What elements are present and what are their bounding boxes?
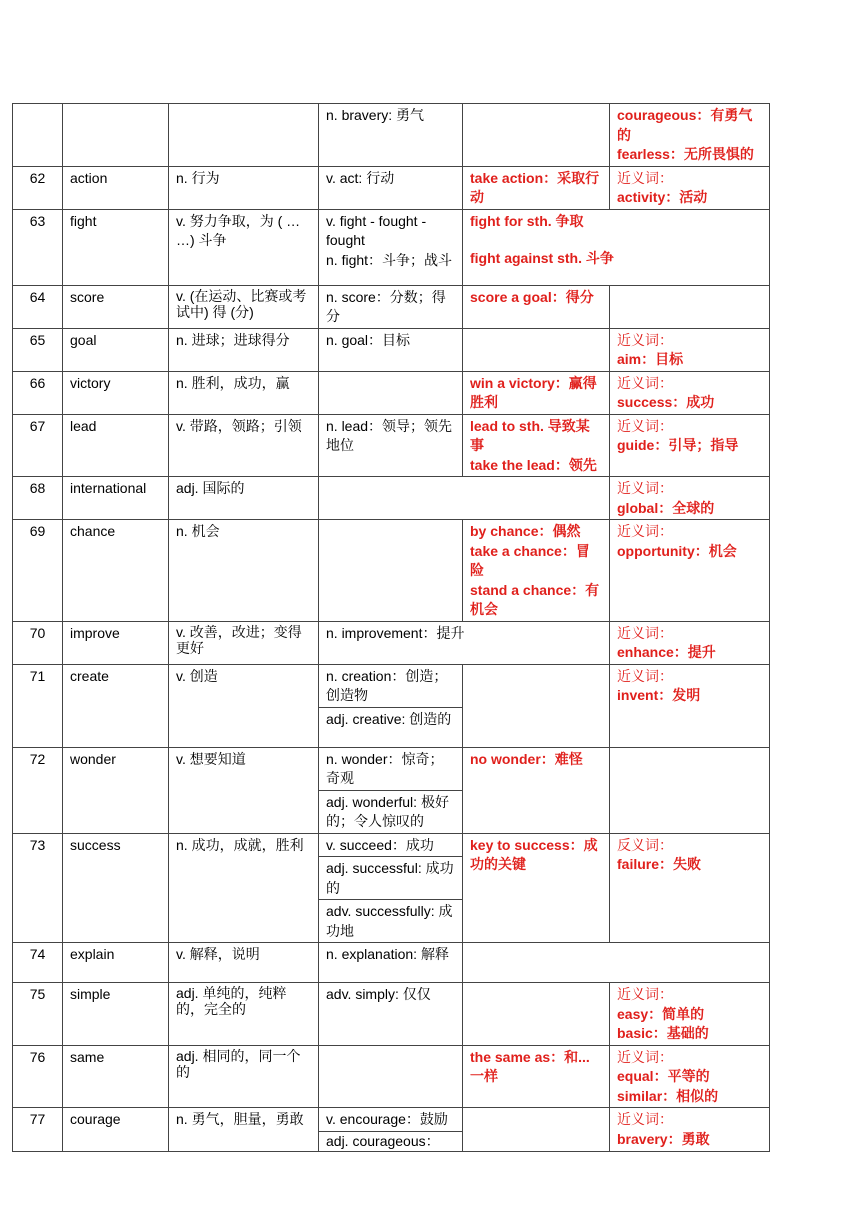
synonym: activity：活动 [617, 189, 708, 205]
word-cell: success [63, 833, 169, 943]
synonym-heading: 近义词： [617, 667, 673, 684]
derivative-cell [319, 371, 463, 414]
row-number: 71 [13, 664, 63, 747]
derivative-cell [319, 943, 463, 983]
synonym-heading: 近义词： [617, 417, 673, 434]
synonym: basic：基础的 [617, 1025, 709, 1041]
word-cell: fight [63, 209, 169, 285]
derivative: adj. courageous： [326, 1132, 440, 1149]
row-number: 62 [13, 166, 63, 209]
derivative: v. encourage：鼓励 [326, 1111, 448, 1127]
meaning-cell: n. 成功，成就，胜利 [169, 833, 319, 943]
derivative: n. score：分数；得分 [326, 288, 446, 324]
synonym-heading: 近义词： [617, 624, 673, 641]
row-number: 73 [13, 833, 63, 943]
table-row [13, 943, 770, 983]
table-row [13, 747, 770, 790]
table-row [13, 477, 770, 520]
vocabulary-table [12, 103, 770, 1152]
phrase-cell [463, 285, 610, 328]
synonym: guide：引导；指导 [617, 437, 739, 453]
meaning-cell: adj. 国际的 [169, 477, 319, 520]
phrase: fight against sth. 斗争 [470, 250, 614, 266]
meaning-cell: n. 机会 [169, 520, 319, 622]
meaning-cell: n. 行为 [169, 166, 319, 209]
synonym: equal：平等的 [617, 1068, 710, 1084]
derivative: v. act: 行动 [326, 169, 395, 186]
synonym-cell [610, 833, 770, 943]
word-cell: same [63, 1045, 169, 1108]
phrase-cell [463, 747, 610, 833]
derivative: adj. successful: 成功的 [326, 860, 454, 896]
meaning-cell: adj. 单纯的，纯粹的，完全的 [169, 983, 319, 1046]
word-cell: explain [63, 943, 169, 983]
phrase-cell [463, 1108, 610, 1152]
derivative-cell [319, 833, 463, 857]
synonym: enhance：提升 [617, 644, 716, 660]
meaning-cell: v. (在运动、比赛或考试中) 得 (分) [169, 285, 319, 328]
phrase: stand a chance：有机会 [470, 581, 600, 617]
meaning-cell: v. 带路，领路；引领 [169, 414, 319, 477]
derivative: n. fight：斗争；战斗 [326, 251, 453, 268]
row-number: 74 [13, 943, 63, 983]
row-number: 72 [13, 747, 63, 833]
meaning-cell: n. 勇气，胆量，勇敢 [169, 1108, 319, 1152]
table-row [13, 1045, 770, 1108]
derivative-cell [319, 857, 463, 900]
phrase: fight for sth. 争取 [470, 212, 584, 229]
table-row [13, 328, 770, 371]
synonym-heading: 近义词： [617, 374, 673, 391]
phrase: lead to sth. 导致某事 [470, 417, 590, 453]
synonym: aim：目标 [617, 351, 684, 367]
row-number [13, 104, 63, 167]
derivative-cell [319, 747, 463, 790]
phrase: the same as：和...一样 [470, 1048, 590, 1084]
derivative: adv. successfully: 成功地 [326, 903, 453, 939]
derivative: n. improvement：提升 [326, 624, 465, 641]
synonym: global：全球的 [617, 499, 715, 516]
table-row [13, 209, 770, 285]
word-cell: victory [63, 371, 169, 414]
antonym-heading: 反义词： [617, 836, 673, 853]
phrase: score a goal：得分 [470, 288, 594, 305]
derivative-cell [319, 104, 463, 167]
word-cell: international [63, 477, 169, 520]
row-number: 67 [13, 414, 63, 477]
meaning-cell: v. 创造 [169, 664, 319, 747]
synonym-cell [610, 328, 770, 371]
meaning-cell: v. 努力争取，为 ( … …) 斗争 [169, 209, 319, 285]
table-row [13, 371, 770, 414]
word-cell [63, 104, 169, 167]
phrase: key to success：成功的关键 [470, 836, 598, 872]
synonym: bravery：勇敢 [617, 1130, 710, 1147]
phrase-cell [463, 520, 610, 622]
word-cell: score [63, 285, 169, 328]
meaning-cell: v. 改善，改进；变得更好 [169, 621, 319, 664]
synonym-heading: 近义词： [617, 986, 673, 1002]
table-row [13, 983, 770, 1046]
table-row [13, 621, 770, 664]
synonym: fearless：无所畏惧的 [617, 146, 754, 162]
synonym-cell [610, 104, 770, 167]
derivative-cell [319, 707, 463, 747]
synonym-cell [610, 621, 770, 664]
synonym-cell [610, 285, 770, 328]
row-number: 63 [13, 209, 63, 285]
phrase: take action：采取行动 [470, 169, 600, 205]
derivative-cell [319, 1045, 463, 1108]
synonym-cell [610, 414, 770, 477]
derivative: n. explanation: 解释 [326, 946, 449, 962]
synonym-cell [610, 1108, 770, 1152]
synonym-cell [610, 477, 770, 520]
word-cell: goal [63, 328, 169, 371]
phrase-cell [463, 664, 610, 747]
synonym-heading: 近义词： [617, 480, 673, 496]
phrase-cell [463, 414, 610, 477]
synonym: invent：发明 [617, 687, 701, 703]
meaning-cell: n. 胜利，成功，赢 [169, 371, 319, 414]
phrase: take the lead：领先 [470, 456, 597, 473]
meaning-cell: v. 想要知道 [169, 747, 319, 833]
derivative-cell [319, 328, 463, 371]
table-row [13, 833, 770, 857]
phrase: by chance：偶然 [470, 523, 581, 539]
meaning-cell: n. 进球；进球得分 [169, 328, 319, 371]
word-cell: wonder [63, 747, 169, 833]
synonym: courageous：有勇气的 [617, 107, 753, 143]
derivative: n. lead：领导；领先地位 [326, 417, 453, 453]
derivative: n. goal：目标 [326, 331, 411, 348]
derivative: adv. simply: 仅仅 [326, 986, 431, 1002]
synonym-heading: 近义词： [617, 1048, 673, 1065]
derivative-cell [319, 414, 463, 477]
derivative: adj. wonderful: 极好的；令人惊叹的 [326, 793, 449, 829]
meaning-cell: adj. 相同的，同一个的 [169, 1045, 319, 1108]
word-cell: chance [63, 520, 169, 622]
table-row [13, 414, 770, 477]
meaning-cell: v. 解释，说明 [169, 943, 319, 983]
derivative-cell [319, 664, 463, 707]
synonym: opportunity：机会 [617, 542, 737, 559]
derivative: adj. creative: 创造的 [326, 710, 452, 727]
row-number: 76 [13, 1045, 63, 1108]
derivative-cell [319, 209, 463, 285]
antonym: failure：失败 [617, 856, 702, 872]
row-number: 70 [13, 621, 63, 664]
derivative: n. bravery: 勇气 [326, 107, 425, 123]
synonym-cell [610, 664, 770, 747]
synonym-cell [610, 520, 770, 622]
synonym-heading: 近义词： [617, 523, 673, 539]
phrase: no wonder：难怪 [470, 750, 583, 767]
row-number: 66 [13, 371, 63, 414]
synonym-heading: 近义词： [617, 169, 673, 186]
phrase: take a chance：冒险 [470, 542, 590, 578]
row-number: 77 [13, 1108, 63, 1152]
table-row [13, 664, 770, 707]
phrase-cell [463, 166, 610, 209]
derivative-cell [319, 900, 463, 943]
word-cell: action [63, 166, 169, 209]
table-row [13, 520, 770, 622]
word-cell: lead [63, 414, 169, 477]
phrase-cell [463, 833, 610, 943]
synonym-cell [610, 983, 770, 1046]
phrase-cell [463, 328, 610, 371]
row-number: 75 [13, 983, 63, 1046]
phrase-cell [463, 209, 770, 285]
phrase-cell [463, 1045, 610, 1108]
table-row [13, 285, 770, 328]
phrase-cell [463, 371, 610, 414]
row-number: 65 [13, 328, 63, 371]
synonym: similar：相似的 [617, 1087, 719, 1104]
word-cell: courage [63, 1108, 169, 1152]
table-row [13, 1108, 770, 1132]
word-cell: create [63, 664, 169, 747]
derivative-cell [319, 1108, 463, 1132]
derivative-cell [319, 1131, 463, 1151]
meaning-cell [169, 104, 319, 167]
synonym-cell [610, 166, 770, 209]
table-row [13, 104, 770, 167]
word-cell: simple [63, 983, 169, 1046]
derivative-cell [319, 477, 610, 520]
synonym-cell [610, 747, 770, 833]
synonym: success：成功 [617, 394, 715, 410]
phrase-cell [463, 943, 770, 983]
derivative-cell [319, 285, 463, 328]
synonym-cell [610, 371, 770, 414]
phrase-cell [463, 983, 610, 1046]
derivative: n. creation：创造；创造物 [326, 667, 448, 703]
phrase-cell [463, 104, 610, 167]
derivative-cell [319, 983, 463, 1046]
phrase: win a victory：赢得胜利 [470, 374, 597, 410]
derivative-cell [319, 166, 463, 209]
derivative-cell [319, 520, 463, 622]
synonym: easy：简单的 [617, 1005, 705, 1022]
synonym-cell [610, 1045, 770, 1108]
row-number: 69 [13, 520, 63, 622]
derivative: v. fight - fought - fought [326, 212, 427, 248]
row-number: 64 [13, 285, 63, 328]
table-row [13, 166, 770, 209]
word-cell: improve [63, 621, 169, 664]
derivative-cell [319, 621, 610, 664]
synonym-heading: 近义词： [617, 1111, 673, 1127]
synonym-heading: 近义词： [617, 331, 673, 348]
derivative: n. wonder：惊奇；奇观 [326, 750, 444, 786]
derivative-cell [319, 790, 463, 833]
derivative: v. succeed：成功 [326, 836, 434, 853]
row-number: 68 [13, 477, 63, 520]
